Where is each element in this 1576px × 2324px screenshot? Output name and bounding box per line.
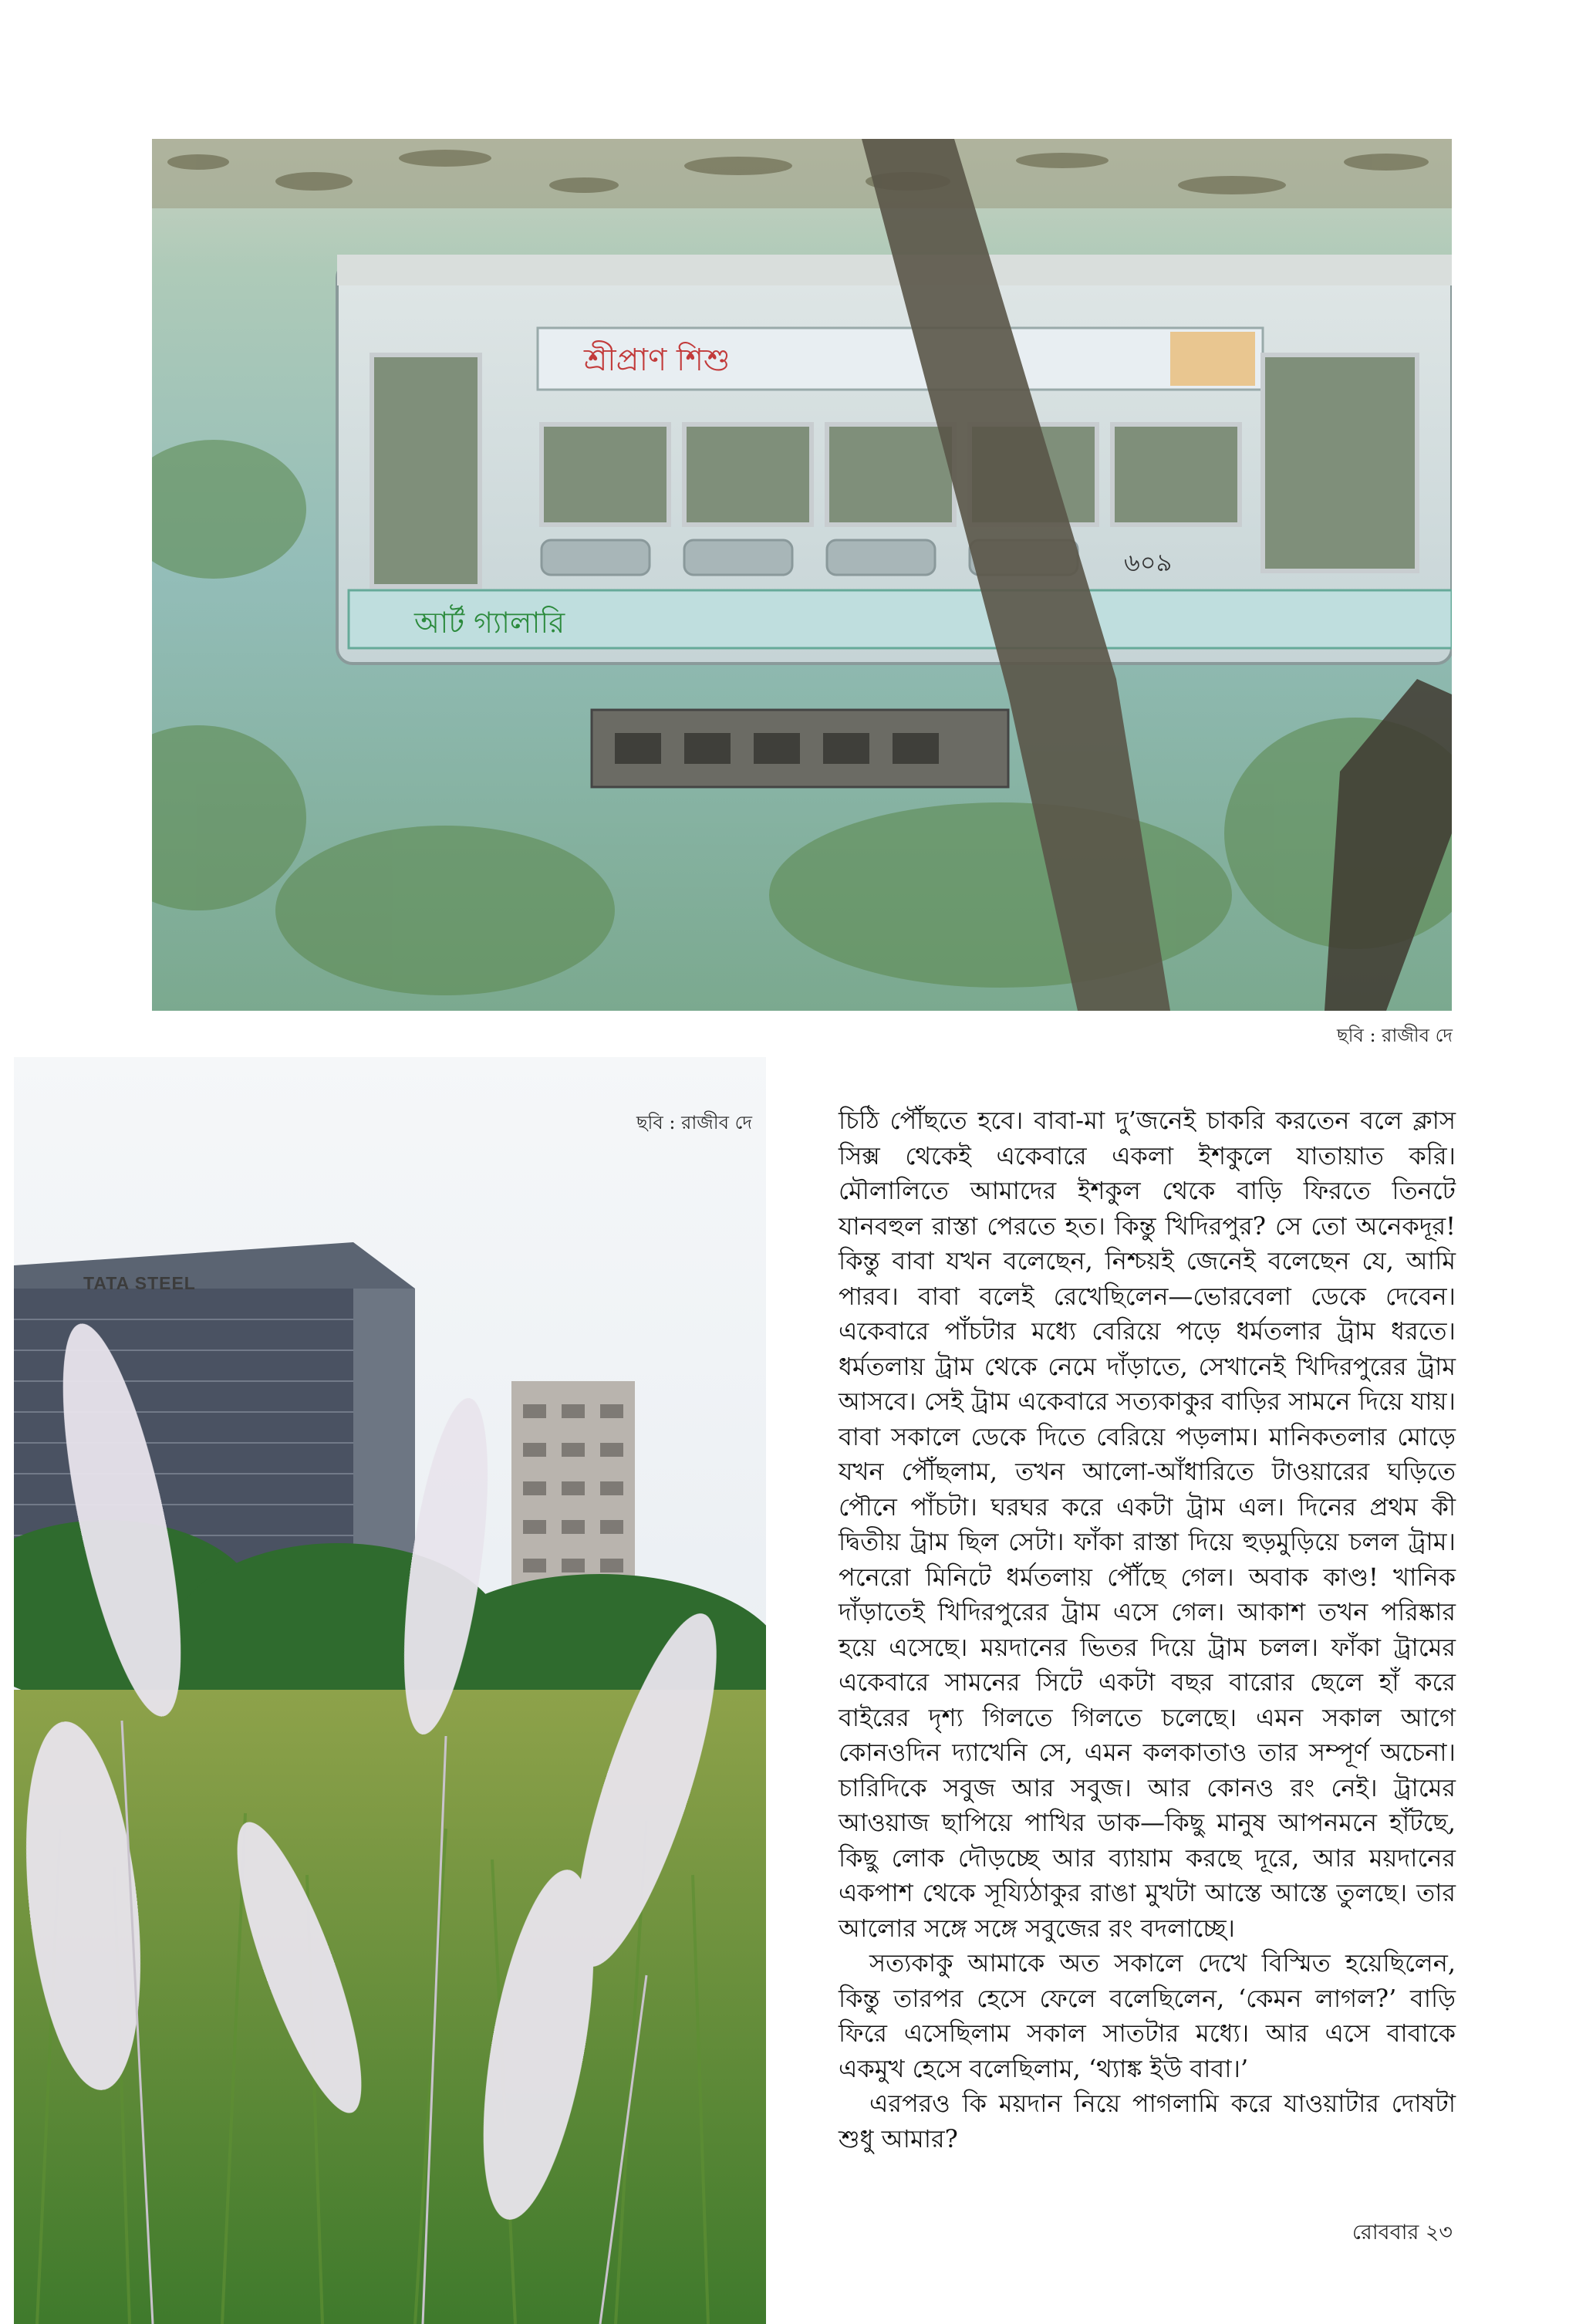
top-photo-credit: ছবি : রাজীব দে — [1337, 1025, 1453, 1046]
tata-steel-sign: TATA STEEL — [83, 1273, 196, 1293]
article-paragraph-2: সত্যকাকু আমাকে অত সকালে দেখে বিস্মিত হয়েছিলেন, কিন্তু তারপর হেসে ফেলে বলেছিলেন, ‘কেমন লাগল?’ বাড়ি ফিরে এসেছিলাম সকাল সাতটার মধ্যে। আর এসে বাবাকে একমুখ হেসে বলেছিলাম, ‘থ্যাঙ্ক ইউ বাবা।’ — [839, 1948, 1456, 2083]
article-paragraph-1: চিঠি পৌঁছতে হবে। বাবা-মা দু’জনেই চাকরি করতেন বলে ক্লাস সিক্স থেকেই একেবারে একলা ইশকুলে যাতায়াত করি। মৌলালিতে আমাদের ইশকুল থেকে বাড়ি ফিরতে তিনটে যানবহুল রাস্তা পেরতে হত। কিন্তু খিদিরপুর? সে তো অনেকদূর! কিন্তু বাবা যখন বলেছেন, নিশ্চয়ই জেনেই বলেছেন যে, আমি পারব। বাবা বলেই রেখেছিলেন—ভোরবেলা ডেকে দেবেন। একেবারে পাঁচটার মধ্যে বেরিয়ে পড়ে ধর্মতলার ট্রাম ধরতে। ধর্মতলায় ট্রাম থেকে নেমে দাঁড়াতে, সেখানেই খিদিরপুরের ট্রাম আসবে। সেই ট্রাম একেবারে সত্যকাকুর বাড়ির সামনে দিয়ে যায়। বাবা সকালে ডেকে দিতে বেরিয়ে পড়লাম। মানিকতলার মোড়ে যখন পৌঁছলাম, তখন আলো-আঁধারিতে টাওয়ারের ঘড়িতে পৌনে পাঁচটা। ঘরঘর করে একটা ট্রাম এল। দিনের প্রথম কী দ্বিতীয় ট্রাম ছিল সেটা। ফাঁকা রাস্তা দিয়ে হুড়মুড়িয়ে চলল ট্রাম। পনেরো মিনিটে ধর্মতলায় পৌঁছে গেল। অবাক কাণ্ড! খানিক দাঁড়াতেই খিদিরপুরের ট্রাম এসে গেল। আকাশ তখন পরিষ্কার হয়ে এসেছে। ময়দানের ভিতর দিয়ে ট্রাম চলল। ফাঁকা ট্রামের একেবারে সামনের সিটে একটা বছর বারোর ছেলে হাঁ করে বাইরের দৃশ্য গিলতে গিলতে চলেছে। এমন সকাল আগে কোনওদিন দ্যাখেনি সে, এমন কলকাতাও তার সম্পূর্ণ অচেনা। চারিদিকে সবুজ আর সবুজ। আর কোনও রং নেই। ট্রামের আওয়াজ ছাপিয়ে পাখির ডাক—কিছু মানুষ আপনমনে হাঁটছে, কিছু লোক দৌড়চ্ছে আর ব্যায়াম করছে দূরে, আর ময়দানের একপাশ থেকে সূয্যিঠাকুর রাঙা মুখটা আস্তে আস্তে তুলছে। তার আলোর সঙ্গে সঙ্গে সবুজের রং বদলাচ্ছে। — [839, 1106, 1456, 1943]
page-footer: রোববার ২৩ — [1352, 2221, 1453, 2245]
article-body — [839, 1103, 1456, 2157]
left-photo-credit: ছবি : রাজীব দে — [636, 1112, 752, 1133]
svg-text:৬০৯: ৬০৯ — [1124, 548, 1173, 577]
svg-text:আর্ট গ্যালারি: আর্ট গ্যালারি — [414, 606, 565, 640]
tram-reflection-illustration — [152, 139, 1452, 1011]
article-paragraph-3: এরপরও কি ময়দান নিয়ে পাগলামি করে যাওয়াটার দোষটা শুধু আমার? — [839, 2089, 1456, 2153]
svg-text:শ্রীপ্রাণ শিশু: শ্রীপ্রাণ শিশু — [584, 343, 731, 378]
kash-flower-illustration — [14, 1057, 766, 2324]
tram-reflection-photo — [152, 139, 1452, 1011]
tata-steel-kash-photo — [14, 1057, 766, 2324]
